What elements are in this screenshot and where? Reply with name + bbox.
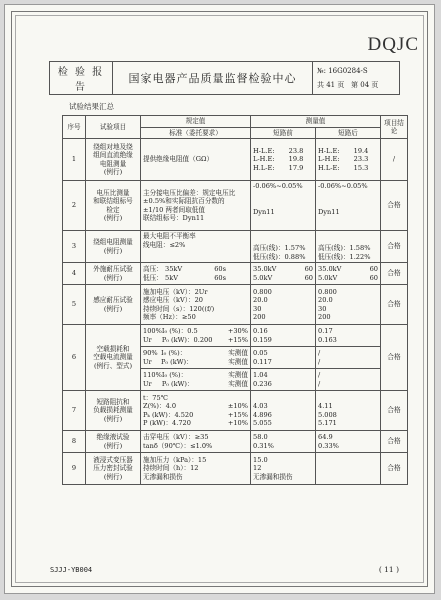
row-seq: 1 xyxy=(63,139,86,181)
form-code: SJJJ-YB004 xyxy=(50,566,93,574)
table-row xyxy=(63,231,408,263)
row-after: 0.17 0.163 xyxy=(316,325,381,347)
row-seq: 5 xyxy=(63,285,86,325)
report-no-label: №: xyxy=(317,67,326,75)
row-after: H-L.E: 19.4 L-H.E: 23.3 H.L-E: 15.3 xyxy=(316,139,381,181)
table-row xyxy=(63,285,408,325)
col-spec-sub: 标准（委托要求） xyxy=(141,127,251,139)
row-spec: 主分接电压比偏差：规定电压比 ±0.5%和实际阻抗百分数的 ±1/10 两者间取低值 联结组标号：Dyn11 xyxy=(141,181,251,231)
section-title: 试验结果汇总 xyxy=(69,102,114,111)
row-item: 液浸式变压器 压力密封试验 (例行) xyxy=(86,453,141,485)
row-conclusion: 合格 xyxy=(381,453,408,485)
row-after: 高压(线)：1.58% 低压(线)：1.22% xyxy=(316,231,381,263)
row-seq: 9 xyxy=(63,453,86,485)
org-name: 国家电器产品质量监督检验中心 xyxy=(113,62,313,95)
row-after: 0.800 20.0 30 200 xyxy=(316,285,381,325)
row-before: 35.0kV 60 5.0kV 60 xyxy=(251,263,316,285)
row-conclusion: 合格 xyxy=(381,181,408,231)
row-before: 58.0 0.31% xyxy=(251,431,316,453)
results-table xyxy=(62,115,408,485)
sheet-number: ( 11 ) xyxy=(378,565,399,574)
table-row xyxy=(63,431,408,453)
col-before: 短路前 xyxy=(251,127,316,139)
report-number-cell xyxy=(313,62,400,95)
row-before: 高压(线)：1.57% 低压(线)：0.88% xyxy=(251,231,316,263)
table-row xyxy=(63,391,408,431)
row-conclusion: 合格 xyxy=(381,285,408,325)
row-spec: t：75℃ Z(%)：4.0 ±10% Pₖ (kW)：4.520 +15% P (kW)：4.720 +10% xyxy=(141,391,251,431)
table-row xyxy=(63,181,408,231)
report-no: 16G0284-S xyxy=(328,67,368,75)
row-spec: 施加压力（kPa）：15 持续时间（h）：12 无渗漏和损伤 xyxy=(141,453,251,485)
row-after: / / xyxy=(316,369,381,391)
row-after: 4.11 5.008 5.171 xyxy=(316,391,381,431)
row-before: H-L.E: 23.8 L-H.E: 19.8 H.L-E: 17.9 xyxy=(251,139,316,181)
row-item: 绕组电阻测量 (例行) xyxy=(86,231,141,263)
col-spec: 规定值 xyxy=(141,116,251,128)
row-before: -0.06%~0.05% Dyn11 xyxy=(251,181,316,231)
row-spec: 100% I₀ (%)：0.5 +30% Ur P₀ (kW)：0.200 +15% xyxy=(141,325,251,347)
row-after: 64.9 0.33% xyxy=(316,431,381,453)
col-after: 短路后 xyxy=(316,127,381,139)
row-conclusion: / xyxy=(381,139,408,181)
row-seq: 3 xyxy=(63,231,86,263)
row-item: 感应耐压试验 (例行) xyxy=(86,285,141,325)
row-after: / / xyxy=(316,347,381,369)
row-item: 外施耐压试验 (例行) xyxy=(86,263,141,285)
row-before: 15.0 12 无渗漏和损伤 xyxy=(251,453,316,485)
table-row xyxy=(63,139,408,181)
row-before: 0.800 20.0 30 200 xyxy=(251,285,316,325)
row-spec: 110% I₀ (%)： 实测值 Ur P₀ (kW)： 实测值 xyxy=(141,369,251,391)
report-header xyxy=(49,61,400,95)
total-pages: 共 41 页 xyxy=(317,81,345,89)
col-measured: 测量值 xyxy=(251,116,381,128)
row-seq: 8 xyxy=(63,431,86,453)
row-after: -0.06%~0.05% Dyn11 xyxy=(316,181,381,231)
row-seq: 4 xyxy=(63,263,86,285)
row-before: 4.03 4.896 5.055 xyxy=(251,391,316,431)
col-item: 试验项目 xyxy=(86,116,141,139)
row-item: 电压比测量 和联结组标号 检定 (例行) xyxy=(86,181,141,231)
row-seq: 6 xyxy=(63,325,86,391)
row-spec: 施加电压（kV）：2Ur 感应电压（kV）：20 持续时间（s）：120((f/) 频率（Hz）：≥50 xyxy=(141,285,251,325)
row-before: 1.04 0.236 xyxy=(251,369,316,391)
row-spec: 击穿电压（kV）：≥35 tanδ（90℃）：≤1.0% xyxy=(141,431,251,453)
col-conclusion: 项目结论 xyxy=(381,116,408,139)
row-item: 空载损耗和 空载电流测量 (例行、型式) xyxy=(86,325,141,391)
row-seq: 2 xyxy=(63,181,86,231)
row-item: 短路阻抗和 负载损耗测量 (例行) xyxy=(86,391,141,431)
row-conclusion: 合格 xyxy=(381,263,408,285)
dqjc-logo: DQJC xyxy=(367,34,419,55)
row-spec: 提供绝缘电阻值（GΩ） xyxy=(141,139,251,181)
table-row xyxy=(63,325,408,347)
row-item: 绝缘液试验 (例行) xyxy=(86,431,141,453)
row-seq: 7 xyxy=(63,391,86,431)
row-after xyxy=(316,453,381,485)
row-conclusion: 合格 xyxy=(381,325,408,391)
row-item: 绕组对地及绕 组间直流绝缘 电阻测量 (例行) xyxy=(86,139,141,181)
row-before: 0.16 0.159 xyxy=(251,325,316,347)
report-type: 检 验 报 告 xyxy=(50,62,113,95)
page-number: 第 04 页 xyxy=(351,81,379,89)
table-row xyxy=(63,263,408,285)
row-conclusion: 合格 xyxy=(381,431,408,453)
row-before: 0.05 0.117 xyxy=(251,347,316,369)
row-conclusion: 合格 xyxy=(381,231,408,263)
row-spec: 90% I₀ (%)： 实测值 Ur P₀ (kW)： 实测值 xyxy=(141,347,251,369)
row-conclusion: 合格 xyxy=(381,391,408,431)
table-row xyxy=(63,453,408,485)
col-seq: 序号 xyxy=(63,116,86,139)
row-after: 35.0kV 60 5.0kV 60 xyxy=(316,263,381,285)
row-spec: 高压： 35kV 60s 低压： 5kV 60s xyxy=(141,263,251,285)
row-spec: 最大电阻不平衡率 线电阻：≤2% xyxy=(141,231,251,263)
